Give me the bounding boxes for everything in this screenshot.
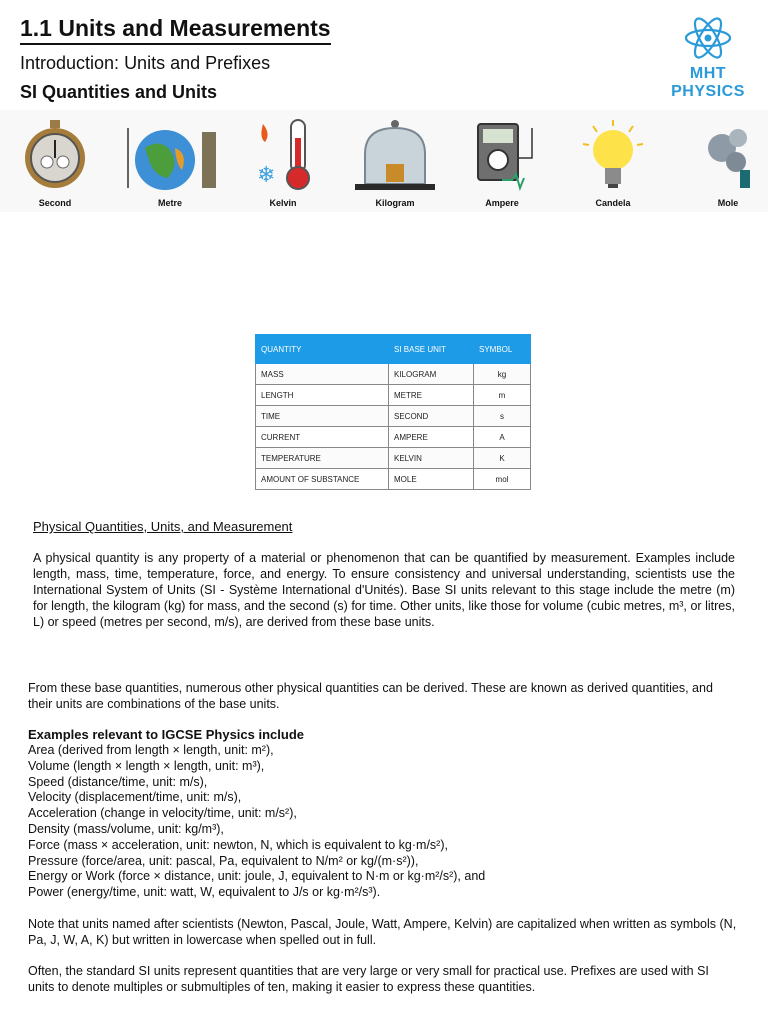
logo-line1: MHT — [689, 65, 727, 82]
table-row — [256, 385, 531, 406]
si-unit-ampere — [452, 110, 552, 212]
examples-heading: Examples relevant to IGCSE Physics include — [28, 727, 304, 742]
logo-line2: PHYSICS — [671, 83, 745, 100]
page-title: 1.1 Units and Measurements — [20, 14, 331, 45]
table-cell: TEMPERATURE — [256, 448, 389, 469]
table-cell: LENGTH — [256, 385, 389, 406]
table-cell: K — [474, 448, 531, 469]
stopwatch-icon — [20, 118, 90, 190]
table-header: SI BASE UNIT — [389, 335, 474, 364]
si-unit-candela — [563, 110, 663, 212]
table-cell: TIME — [256, 406, 389, 427]
list-item: Density (mass/volume, unit: kg/m³), — [28, 821, 224, 836]
table-cell: s — [474, 406, 531, 427]
si-unit-kelvin — [233, 110, 333, 212]
table-cell: kg — [474, 364, 531, 385]
si-unit-kilogram — [345, 110, 445, 212]
table-cell: MASS — [256, 364, 389, 385]
list-item: Power (energy/time, unit: watt, W, equivalent to J/s or kg·m²/s³). — [28, 885, 381, 900]
paragraph-derived-quantities: From these base quantities, numerous other physical quantities can be derived. These are known as derived quantities, and their units are combinations of the base units. — [28, 681, 713, 711]
table-row — [256, 364, 531, 385]
list-item: Acceleration (change in velocity/time, unit: m/s²), — [28, 806, 297, 821]
si-unit-label: Kelvin — [269, 198, 297, 208]
si-base-units-table — [255, 334, 531, 490]
table-cell: KELVIN — [389, 448, 474, 469]
si-units-strip — [0, 110, 768, 212]
table-row — [256, 448, 531, 469]
list-item: Speed (distance/time, unit: m/s), — [28, 774, 208, 789]
light-bulb-icon — [573, 118, 653, 192]
table-cell: AMPERE — [389, 427, 474, 448]
weight-bell-jar-icon — [350, 118, 440, 192]
atom-icon — [683, 16, 733, 60]
thermometer-icon — [243, 118, 323, 192]
table-cell: KILOGRAM — [389, 364, 474, 385]
table-cell: CURRENT — [256, 427, 389, 448]
list-item: Area (derived from length × length, unit: m²), — [28, 743, 274, 757]
si-unit-label: Candela — [595, 198, 631, 208]
section-title: SI Quantities and Units — [20, 82, 218, 102]
table-header: SYMBOL — [474, 335, 531, 364]
table-cell: MOLE — [389, 469, 474, 490]
si-unit-second — [5, 110, 105, 212]
list-item: Volume (length × length × length, unit: m³), — [28, 758, 265, 773]
table-cell: A — [474, 427, 531, 448]
page-subtitle: Introduction: Units and Prefixes — [20, 53, 271, 73]
table-header-row — [256, 335, 531, 364]
multimeter-icon — [462, 118, 542, 192]
paragraph-capitalization-note: Note that units named after scientists (Newton, Pascal, Joule, Watt, Ampere, Kelvin) are capitalized when written as symbols (N, Pa, J, W, A, K) but written in lowercase when spelled out in full. — [28, 917, 737, 947]
table-row — [256, 406, 531, 427]
si-unit-label: Metre — [157, 198, 182, 208]
si-unit-label: Second — [38, 198, 72, 208]
mht-physics-logo — [660, 16, 756, 108]
table-cell: METRE — [389, 385, 474, 406]
examples-list — [28, 743, 485, 901]
si-unit-metre — [120, 110, 220, 212]
table-cell: mol — [474, 469, 531, 490]
list-item: Force (mass × acceleration, unit: newton, N, which is equivalent to kg·m/s²), — [28, 837, 448, 852]
table-cell: m — [474, 385, 531, 406]
si-unit-label: Mole — [717, 198, 739, 208]
body-heading: Physical Quantities, Units, and Measurement — [33, 519, 293, 534]
globe-ruler-icon — [120, 118, 220, 190]
table-cell: AMOUNT OF SUBSTANCE — [256, 469, 389, 490]
si-unit-label: Ampere — [485, 198, 519, 208]
si-unit-mole — [678, 110, 768, 212]
svg-text:❄: ❄ — [257, 163, 276, 188]
list-item: Velocity (displacement/time, unit: m/s), — [28, 790, 242, 805]
table-header: QUANTITY — [256, 335, 389, 364]
table-row — [256, 469, 531, 490]
table-cell: SECOND — [389, 406, 474, 427]
si-unit-label: Kilogram — [375, 198, 415, 208]
paragraph-prefixes: Often, the standard SI units represent quantities that are very large or very small for practical use. Prefixes are used with SI units to denote multiples or submultiples of ten, making it easier to express these quantities. — [28, 964, 709, 994]
paragraph-physical-quantity: A physical quantity is any property of a material or phenomenon that can be quantified by measurement. Examples include length, mass, time, temperature, force, and energy. To ensure consistency and universal understanding, scientists use the International System of Units (SI - Système International d'Unités). Base SI units relevant to this stage include the metre (m) for length, the kilogram (kg) for mass, and the second (s) for time. Other units, like those for volume (cubic metres, m³, or litres, L) or speed (metres per second, m/s), are derived from these base units. — [33, 551, 735, 629]
table-row — [256, 427, 531, 448]
list-item: Energy or Work (force × distance, unit: joule, J, equivalent to N·m or kg·m²/s²), and — [28, 869, 486, 884]
molecule-icon — [688, 118, 768, 192]
list-item: Pressure (force/area, unit: pascal, Pa, equivalent to N/m² or kg/(m·s²)), — [28, 853, 419, 868]
